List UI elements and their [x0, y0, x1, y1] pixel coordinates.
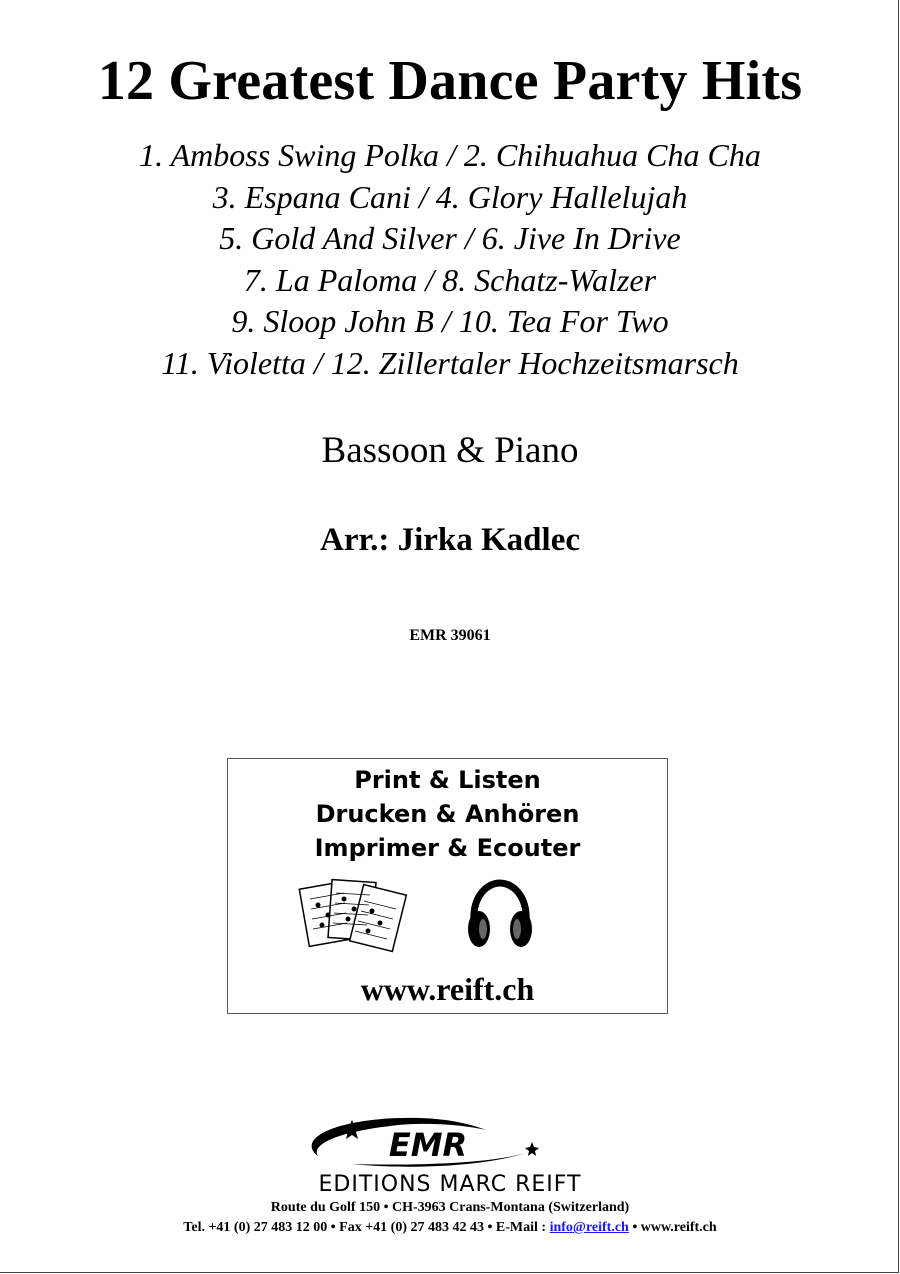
- song-line: 3. Espana Cani / 4. Glory Hallelujah: [212, 178, 688, 215]
- headphones-icon: [464, 877, 536, 957]
- catalog-number: EMR 39061: [409, 627, 491, 644]
- print-listen-line: Drucken & Anhören: [315, 800, 580, 828]
- contact-phone-fax: Tel. +41 (0) 27 483 12 00 • Fax +41 (0) 27 483 42 43 • E-Mail :: [183, 1220, 550, 1235]
- contact-website: • www.reift.ch: [628, 1220, 717, 1235]
- sheet-music-icon: [298, 875, 408, 955]
- arranger: Arr.: Jirka Kadlec: [320, 522, 580, 558]
- song-line: 11. Violetta / 12. Zillertaler Hochzeitsmarsch: [161, 344, 739, 381]
- page-title: 12 Greatest Dance Party Hits: [97, 50, 803, 112]
- print-listen-text: [228, 763, 667, 865]
- song-line: 5. Gold And Silver / 6. Jive In Drive: [219, 220, 681, 257]
- instrumentation: Bassoon & Piano: [321, 430, 579, 471]
- print-listen-box: [227, 758, 668, 1014]
- song-line: 1. Amboss Swing Polka / 2. Chihuahua Cha Cha: [139, 137, 761, 173]
- song-list: [0, 135, 900, 385]
- song-line: 9. Sloop John B / 10. Tea For Two: [231, 303, 669, 340]
- publisher-name: EDITIONS MARC REIFT: [318, 1172, 582, 1197]
- print-listen-line: Imprimer & Ecouter: [314, 834, 581, 862]
- email-link[interactable]: info@reift.ch: [549, 1220, 629, 1235]
- emr-logo: [300, 1112, 550, 1172]
- website-link[interactable]: www.reift.ch: [360, 971, 535, 1007]
- logo-text: EMR: [388, 1126, 468, 1164]
- song-line: 7. La Paloma / 8. Schatz-Walzer: [243, 261, 657, 298]
- print-listen-line: Print & Listen: [354, 766, 541, 794]
- publisher-contact: [0, 1219, 900, 1237]
- publisher-address: Route du Golf 150 • CH-3963 Crans-Montana (Switzerland): [270, 1200, 630, 1215]
